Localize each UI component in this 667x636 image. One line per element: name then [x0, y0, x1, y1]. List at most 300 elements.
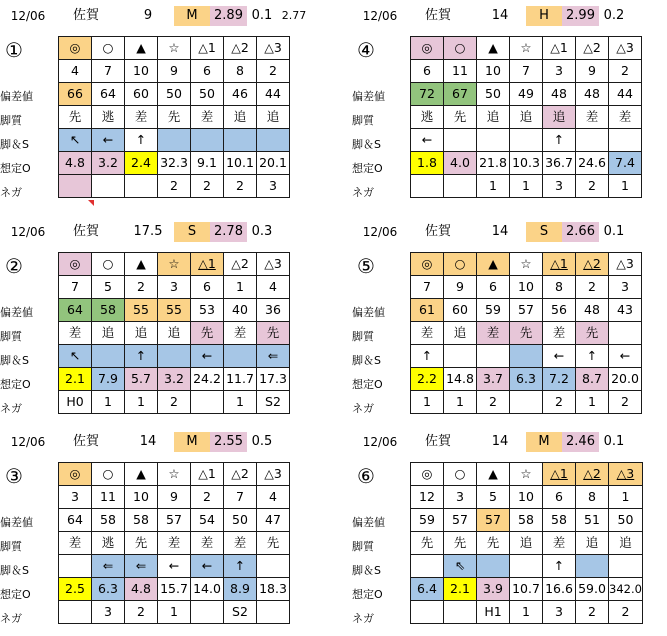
race-number: 14 [491, 8, 509, 23]
grid-row-nums [59, 486, 290, 509]
grid-row-odds [59, 152, 290, 175]
grid-row-odds [411, 152, 642, 175]
deviation-cell: 43 [609, 299, 642, 322]
deviation-cell: 56 [543, 299, 576, 322]
mark-cell: ◎ [411, 37, 444, 60]
row-label: 偏差値 [352, 90, 385, 103]
leg-speed-cell: ↑ [125, 345, 158, 368]
running-style-cell: 差 [477, 322, 510, 345]
grid-row-odds [59, 368, 290, 391]
negative-cell [411, 601, 444, 624]
race-value-1: 2.46 [562, 432, 599, 452]
negative-cell: 2 [609, 601, 643, 624]
horse-number-cell: 9 [576, 60, 609, 83]
deviation-cell: 59 [477, 299, 510, 322]
horse-grid [410, 252, 642, 414]
grid-row-legs [411, 555, 643, 578]
race-panel-2 [0, 220, 305, 420]
grid-row-nega [59, 175, 290, 198]
grid-row-marks [411, 253, 642, 276]
row-label: ネガ [352, 612, 374, 625]
expected-odds-cell: 24.2 [191, 368, 224, 391]
horse-number-cell: 6 [411, 60, 444, 83]
negative-cell: 2 [125, 601, 158, 624]
running-style-cell: 差 [411, 322, 444, 345]
negative-cell: 1 [411, 391, 444, 414]
race-header [352, 4, 657, 28]
horse-number-cell: 6 [477, 276, 510, 299]
row-label: ネガ [352, 186, 374, 199]
mark-cell: ☆ [158, 253, 191, 276]
running-style-cell: 差 [191, 106, 224, 129]
leg-speed-cell [191, 129, 224, 152]
expected-odds-cell: 16.6 [543, 578, 576, 601]
negative-cell: 3 [257, 175, 290, 198]
row-label: 偏差値 [0, 306, 33, 319]
expected-odds-cell: 2.2 [411, 368, 444, 391]
negative-cell: 2 [576, 175, 609, 198]
running-style-cell: 先 [477, 532, 510, 555]
race-value-2: 0.2 [603, 8, 625, 23]
mark-cell: ☆ [158, 37, 191, 60]
race-value-2: 0.3 [251, 224, 273, 239]
grid-row-style [59, 322, 290, 345]
horse-number-cell: 5 [477, 486, 510, 509]
grid-row-nega [411, 175, 642, 198]
mark-cell: ○ [444, 463, 477, 486]
running-style-cell: 追 [125, 322, 158, 345]
expected-odds-cell: 10.3 [510, 152, 543, 175]
race-date: 12/06 [362, 435, 398, 449]
deviation-cell: 50 [477, 83, 510, 106]
running-style-cell: 差 [224, 322, 257, 345]
running-style-cell: 先 [510, 322, 543, 345]
leg-speed-cell [411, 555, 444, 578]
leg-speed-cell [158, 129, 191, 152]
row-label: ネガ [0, 612, 22, 625]
deviation-cell: 57 [510, 299, 543, 322]
race-venue: 佐賀 [72, 8, 99, 23]
expected-odds-cell: 20.1 [257, 152, 290, 175]
deviation-cell: 64 [59, 509, 92, 532]
grid-row-dev [411, 83, 642, 106]
leg-speed-cell: ← [158, 555, 191, 578]
deviation-cell: 55 [158, 299, 191, 322]
race-header [0, 220, 305, 244]
grid-row-nums [59, 60, 290, 83]
mark-cell: ◎ [411, 463, 444, 486]
running-style-cell: 追 [477, 106, 510, 129]
row-label: ネガ [352, 402, 374, 415]
row-label: 偏差値 [352, 516, 385, 529]
deviation-cell: 48 [543, 83, 576, 106]
race-class: H [526, 6, 562, 26]
race-value-1: 2.78 [210, 222, 247, 242]
grid-row-style [411, 532, 643, 555]
race-panel-4 [352, 4, 657, 204]
row-label: 想定O [352, 378, 383, 391]
row-label: 想定O [0, 588, 31, 601]
negative-cell: S2 [224, 601, 257, 624]
deviation-cell: 64 [59, 299, 92, 322]
row-label: 偏差値 [352, 306, 385, 319]
expected-odds-cell: 8.7 [576, 368, 609, 391]
horse-number-cell: 3 [158, 276, 191, 299]
deviation-cell: 50 [191, 83, 224, 106]
leg-speed-cell [158, 345, 191, 368]
mark-cell: ☆ [158, 463, 191, 486]
mark-cell: △3 [257, 37, 290, 60]
running-style-cell: 先 [444, 532, 477, 555]
grid-row-marks [59, 253, 290, 276]
mark-cell: ○ [444, 253, 477, 276]
horse-number-cell: 10 [125, 60, 158, 83]
expected-odds-cell: 5.7 [125, 368, 158, 391]
row-label: 想定O [0, 162, 31, 175]
race-panel-3 [0, 430, 305, 630]
expected-odds-cell: 32.3 [158, 152, 191, 175]
leg-speed-cell [444, 345, 477, 368]
row-label: ネガ [0, 186, 22, 199]
race-venue: 佐賀 [424, 8, 451, 23]
cell-comment-marker [88, 200, 94, 206]
running-style-cell: 先 [411, 532, 444, 555]
deviation-cell: 57 [477, 509, 510, 532]
leg-speed-cell [477, 345, 510, 368]
negative-cell [257, 601, 290, 624]
expected-odds-cell: 21.8 [477, 152, 510, 175]
leg-speed-cell: ↑ [576, 345, 609, 368]
negative-cell: 2 [477, 391, 510, 414]
horse-number-cell: 7 [92, 60, 125, 83]
grid-row-legs [59, 555, 290, 578]
negative-cell [191, 391, 224, 414]
race-value-2: 0.1 [603, 224, 625, 239]
running-style-cell: 先 [257, 322, 290, 345]
grid-row-nega [411, 391, 642, 414]
negative-cell [125, 175, 158, 198]
row-label: 脚＆S [352, 138, 381, 151]
deviation-cell: 58 [125, 509, 158, 532]
horse-number-cell: 3 [609, 276, 642, 299]
race-venue: 佐賀 [424, 434, 451, 449]
mark-cell: ☆ [510, 37, 543, 60]
horse-number-cell: 7 [510, 60, 543, 83]
row-label: 脚＆S [352, 354, 381, 367]
mark-cell: △3 [609, 463, 643, 486]
negative-cell: 1 [510, 175, 543, 198]
deviation-cell: 72 [411, 83, 444, 106]
row-label: 偏差値 [0, 516, 33, 529]
expected-odds-cell: 4.8 [125, 578, 158, 601]
deviation-cell: 55 [125, 299, 158, 322]
mark-cell: △2 [224, 253, 257, 276]
race-value-1: 2.99 [562, 6, 599, 26]
mark-cell: ○ [444, 37, 477, 60]
negative-cell: 2 [224, 175, 257, 198]
race-header [352, 220, 657, 244]
mark-cell: ▲ [477, 37, 510, 60]
negative-cell [444, 601, 477, 624]
row-label: 偏差値 [0, 90, 33, 103]
grid-row-nega [59, 391, 290, 414]
deviation-cell: 57 [444, 509, 477, 532]
horse-grid [58, 36, 290, 198]
race-number: 14 [491, 434, 509, 449]
negative-cell: 1 [609, 175, 642, 198]
row-label: ネガ [0, 402, 22, 415]
race-class: M [526, 432, 562, 452]
grid-row-legs [59, 129, 290, 152]
expected-odds-cell: 3.7 [477, 368, 510, 391]
negative-cell: 1 [224, 391, 257, 414]
running-style-cell: 差 [224, 532, 257, 555]
running-style-cell: 追 [510, 106, 543, 129]
deviation-cell: 40 [224, 299, 257, 322]
deviation-cell: 49 [510, 83, 543, 106]
horse-number-cell: 10 [510, 276, 543, 299]
deviation-cell: 44 [257, 83, 290, 106]
horse-number-cell: 3 [543, 60, 576, 83]
race-header [0, 430, 305, 454]
negative-cell: 2 [158, 175, 191, 198]
leg-speed-cell: ← [411, 129, 444, 152]
running-style-cell: 差 [543, 532, 576, 555]
deviation-cell: 64 [92, 83, 125, 106]
mark-cell: ▲ [477, 253, 510, 276]
expected-odds-cell: 24.6 [576, 152, 609, 175]
running-style-cell: 逃 [411, 106, 444, 129]
deviation-cell: 51 [576, 509, 609, 532]
race-number: 9 [143, 8, 153, 23]
deviation-cell: 50 [224, 509, 257, 532]
running-style-cell: 差 [543, 322, 576, 345]
expected-odds-cell: 36.7 [543, 152, 576, 175]
negative-cell: 3 [543, 175, 576, 198]
grid-row-nums [411, 60, 642, 83]
grid-row-marks [59, 463, 290, 486]
deviation-cell: 48 [576, 83, 609, 106]
race-index: ⑥ [357, 464, 375, 488]
mark-cell: ☆ [510, 463, 543, 486]
race-class: S [174, 222, 210, 242]
grid-row-nums [411, 486, 643, 509]
running-style-cell: 差 [609, 106, 642, 129]
horse-grid [410, 462, 643, 624]
leg-speed-cell: ↑ [543, 555, 576, 578]
race-date: 12/06 [10, 9, 46, 23]
negative-cell [191, 601, 224, 624]
running-style-cell: 追 [444, 322, 477, 345]
negative-cell [411, 175, 444, 198]
running-style-cell: 逃 [92, 106, 125, 129]
running-style-cell: 追 [224, 106, 257, 129]
mark-cell: △2 [224, 37, 257, 60]
leg-speed-cell [609, 129, 642, 152]
negative-cell: 1 [158, 601, 191, 624]
grid-row-odds [411, 368, 642, 391]
running-style-cell: 追 [92, 322, 125, 345]
running-style-cell: 追 [257, 106, 290, 129]
race-value-2: 0.5 [251, 434, 273, 449]
grid-row-marks [59, 37, 290, 60]
mark-cell: △3 [257, 253, 290, 276]
running-style-cell: 追 [609, 532, 643, 555]
mark-cell: △1 [191, 463, 224, 486]
row-label: 脚質 [0, 540, 22, 553]
mark-cell: ○ [92, 253, 125, 276]
running-style-cell: 先 [444, 106, 477, 129]
mark-cell: ○ [92, 37, 125, 60]
race-panel-5 [352, 220, 657, 420]
deviation-cell: 36 [257, 299, 290, 322]
expected-odds-cell: 2.4 [125, 152, 158, 175]
negative-cell: 1 [92, 391, 125, 414]
expected-odds-cell: 2.5 [59, 578, 92, 601]
deviation-cell: 67 [444, 83, 477, 106]
running-style-cell: 追 [576, 532, 609, 555]
race-venue: 佐賀 [72, 434, 99, 449]
expected-odds-cell: 15.7 [158, 578, 191, 601]
grid-row-nums [411, 276, 642, 299]
grid-row-dev [59, 83, 290, 106]
leg-speed-cell [59, 555, 92, 578]
grid-row-marks [411, 463, 643, 486]
running-style-cell: 差 [59, 532, 92, 555]
mark-cell: △3 [257, 463, 290, 486]
running-style-cell: 差 [158, 532, 191, 555]
leg-speed-cell [257, 129, 290, 152]
race-index: ③ [5, 464, 23, 488]
row-label: 想定O [352, 162, 383, 175]
grid-row-legs [411, 345, 642, 368]
expected-odds-cell: 1.8 [411, 152, 444, 175]
running-style-cell: 追 [510, 532, 543, 555]
mark-cell: △2 [576, 37, 609, 60]
race-venue: 佐賀 [72, 224, 99, 239]
row-label: 脚＆S [0, 354, 29, 367]
leg-speed-cell [510, 129, 543, 152]
leg-speed-cell [224, 345, 257, 368]
mark-cell: △2 [576, 253, 609, 276]
deviation-cell: 46 [224, 83, 257, 106]
expected-odds-cell: 2.1 [444, 578, 477, 601]
mark-cell: ◎ [59, 253, 92, 276]
leg-speed-cell [257, 555, 290, 578]
horse-grid [58, 462, 290, 624]
expected-odds-cell: 2.1 [59, 368, 92, 391]
expected-odds-cell: 6.4 [411, 578, 444, 601]
mark-cell: △1 [543, 37, 576, 60]
deviation-cell: 60 [444, 299, 477, 322]
row-label: 脚質 [0, 330, 22, 343]
running-style-cell: 追 [543, 106, 576, 129]
mark-cell: ◎ [59, 37, 92, 60]
race-header [0, 4, 305, 28]
race-number: 17.5 [133, 224, 163, 239]
deviation-cell: 58 [543, 509, 576, 532]
horse-number-cell: 10 [125, 486, 158, 509]
row-label: 脚＆S [0, 138, 29, 151]
race-index: ⑤ [357, 254, 375, 278]
horse-grid [410, 36, 642, 198]
leg-speed-cell [576, 555, 609, 578]
running-style-cell: 差 [59, 322, 92, 345]
leg-speed-cell [224, 129, 257, 152]
race-date: 12/06 [362, 225, 398, 239]
race-value-3 [630, 222, 662, 242]
leg-speed-cell: ← [191, 555, 224, 578]
horse-number-cell: 4 [257, 486, 290, 509]
deviation-cell: 47 [257, 509, 290, 532]
negative-cell: 2 [158, 391, 191, 414]
mark-cell: ▲ [477, 463, 510, 486]
grid-row-style [411, 322, 642, 345]
leg-speed-cell: ↑ [224, 555, 257, 578]
negative-cell: 1 [576, 391, 609, 414]
race-value-2: 0.1 [251, 8, 273, 23]
mark-cell: ▲ [125, 37, 158, 60]
leg-speed-cell: ↖ [59, 345, 92, 368]
expected-odds-cell: 8.9 [224, 578, 257, 601]
grid-row-dev [59, 509, 290, 532]
negative-cell: 1 [510, 601, 543, 624]
expected-odds-cell: 11.7 [224, 368, 257, 391]
horse-number-cell: 2 [576, 276, 609, 299]
race-value-1: 2.55 [210, 432, 247, 452]
race-index: ① [5, 38, 23, 62]
horse-number-cell: 1 [609, 486, 643, 509]
horse-number-cell: 2 [609, 60, 642, 83]
deviation-cell: 66 [59, 83, 92, 106]
horse-number-cell: 2 [125, 276, 158, 299]
race-index: ② [5, 254, 23, 278]
deviation-cell: 50 [158, 83, 191, 106]
horse-number-cell: 10 [510, 486, 543, 509]
grid-row-style [59, 106, 290, 129]
race-value-3 [630, 6, 662, 26]
deviation-cell: 53 [191, 299, 224, 322]
deviation-cell: 54 [191, 509, 224, 532]
expected-odds-cell: 6.3 [510, 368, 543, 391]
expected-odds-cell: 3.9 [477, 578, 510, 601]
leg-speed-cell: ← [92, 129, 125, 152]
running-style-cell: 先 [125, 532, 158, 555]
race-value-1: 2.89 [210, 6, 247, 26]
running-style-cell [609, 322, 642, 345]
deviation-cell: 44 [609, 83, 642, 106]
horse-number-cell: 4 [59, 60, 92, 83]
horse-number-cell: 7 [411, 276, 444, 299]
negative-cell [59, 175, 92, 198]
grid-row-legs [411, 129, 642, 152]
race-class: M [174, 432, 210, 452]
running-style-cell: 先 [576, 322, 609, 345]
race-date: 12/06 [10, 435, 46, 449]
negative-cell: 2 [576, 601, 609, 624]
row-label: 脚質 [352, 540, 374, 553]
horse-number-cell: 9 [444, 276, 477, 299]
horse-number-cell: 4 [257, 276, 290, 299]
expected-odds-cell: 18.3 [257, 578, 290, 601]
negative-cell: 3 [92, 601, 125, 624]
horse-number-cell: 9 [158, 60, 191, 83]
leg-speed-cell [444, 129, 477, 152]
race-value-3 [630, 432, 662, 452]
running-style-cell: 逃 [92, 532, 125, 555]
expected-odds-cell: 59.0 [576, 578, 609, 601]
horse-number-cell: 10 [477, 60, 510, 83]
